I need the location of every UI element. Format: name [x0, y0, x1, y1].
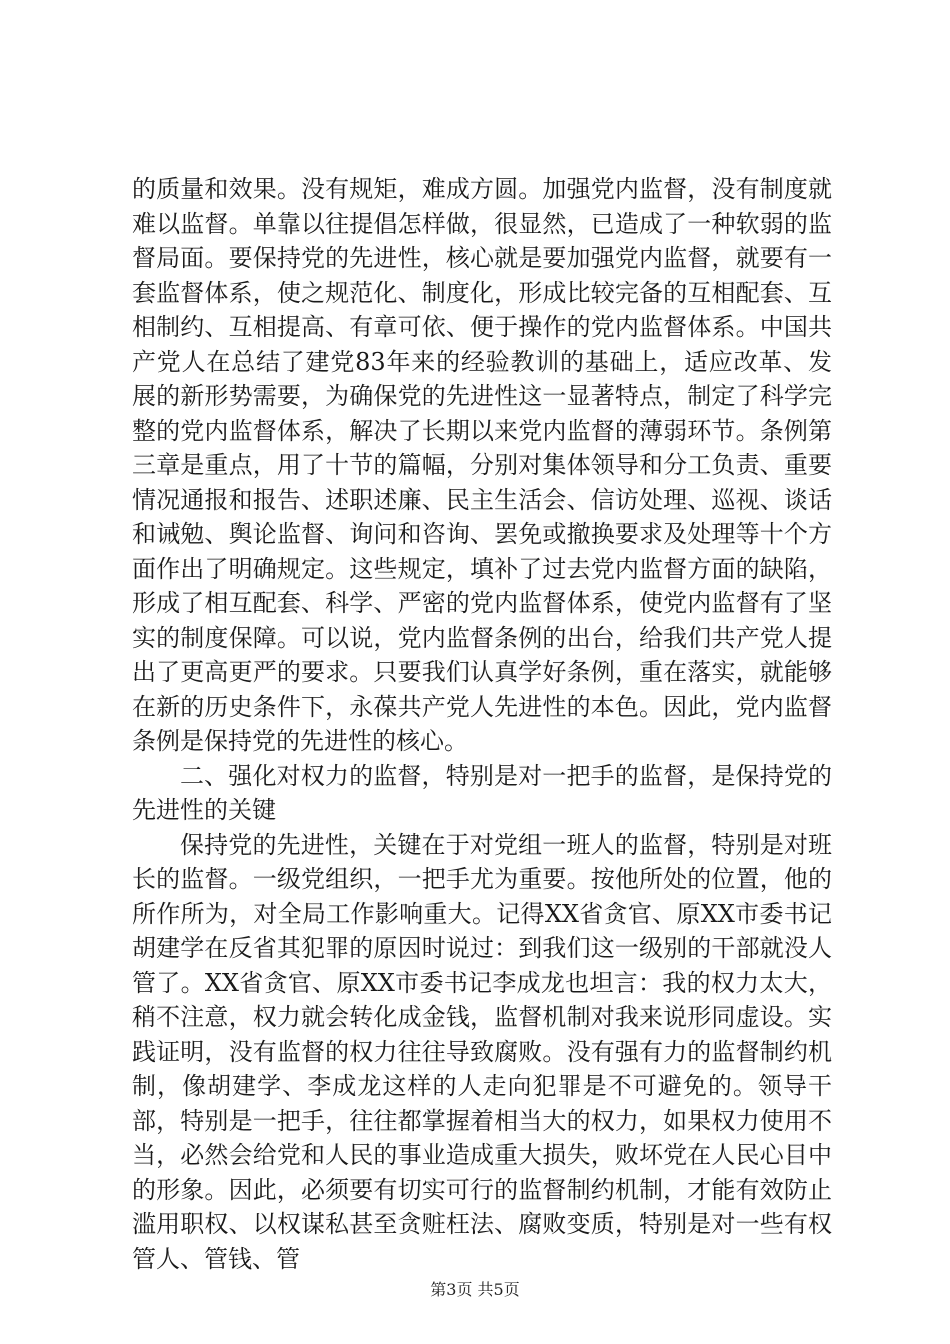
paragraph-3: 保持党的先进性，关键在于对党组一班人的监督，特别是对班长的监督。一级党组织，一把手尤为重要。按他所处的位置，他的所作所为，对全局工作影响重大。记得XX省贪官、原XX市委书记胡建学在反省其犯罪的原因时说过：到我们这一级别的干部就没人管了。XX省贪官、原XX市委书记李成龙也坦言：我的权力太大，稍不注意，权力就会转化成金钱，监督机制对我来说形同虚设。实践证明，没有监督的权力往往导致腐败。没有强有力的监督制约机制，像胡建学、李成龙这样的人走向犯罪是不可避免的。领导干部，特别是一把手，往往都掌握着相当大的权力，如果权力使用不当，必然会给党和人民的事业造成重大损失，败坏党在人民心目中的形象。因此，必须要有切实可行的监督制约机制，才能有效防止滥用职权、以权谋私甚至贪赃枉法、腐败变质，特别是对一些有权管人、管钱、管: [132, 830, 832, 1273]
paragraph-1: 的质量和效果。没有规矩，难成方圆。加强党内监督，没有制度就难以监督。单靠以往提倡怎样做，很显然，已造成了一种软弱的监督局面。要保持党的先进性，核心就是要加强党内监督，就要有一套监督体系，使之规范化、制度化，形成比较完备的互相配套、互相制约、互相提高、有章可依、便于操作的党内监督体系。中国共产党人在总结了建党83年来的经验教训的基础上，适应改革、发展的新形势需要，为确保党的先进性这一显著特点，制定了科学完整的党内监督体系，解决了长期以来党内监督的薄弱环节。条例第三章是重点，用了十节的篇幅，分别对集体领导和分工负责、重要情况通报和报告、述职述廉、民主生活会、信访处理、巡视、谈话和诫勉、舆论监督、询问和咨询、罢免或撤换要求及处理等十个方面作出了明确规定。这些规定，填补了过去党内监督方面的缺陷，形成了相互配套、科学、严密的党内监督体系，使党内监督有了坚实的制度保障。可以说，党内监督条例的出台，给我们共产党人提出了更高更严的要求。只要我们认真学好条例，重在落实，就能够在新的历史条件下，永葆共产党人先进性的本色。因此，党内监督条例是保持党的先进性的核心。: [132, 175, 832, 755]
section-heading-2: 二、强化对权力的监督，特别是对一把手的监督，是保持党的先进性的关键: [132, 761, 832, 824]
page-number-footer: 第3页 共5页: [430, 1280, 520, 1299]
document-body: [132, 172, 832, 1276]
